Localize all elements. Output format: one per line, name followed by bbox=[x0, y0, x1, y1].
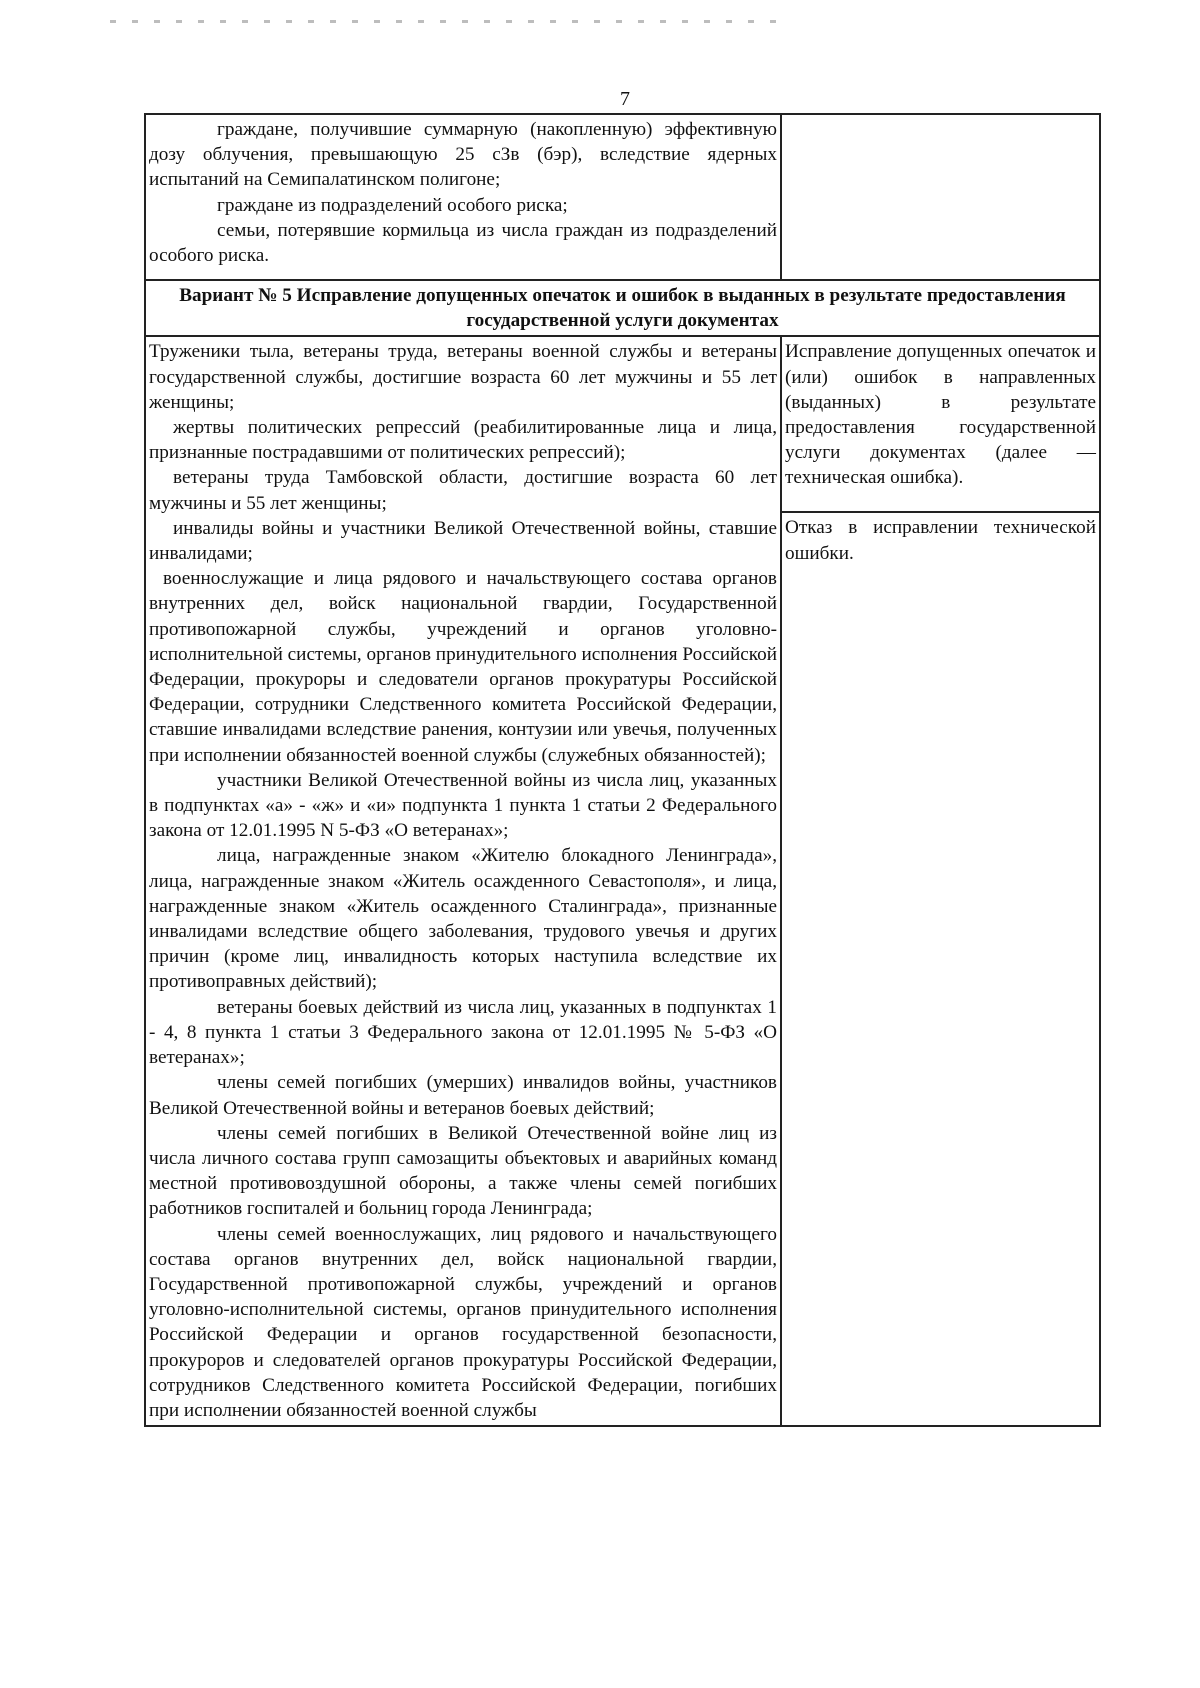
table-row bbox=[145, 280, 1100, 336]
document-table bbox=[144, 113, 1101, 1427]
applicant-paragraph: жертвы политических репрессий (реабилитированные лица и лица, признанные пострадавшими от политических репрессий); bbox=[149, 417, 777, 464]
result-text: Исправление допущенных опечаток и (или) ошибок в направленных (выданных) в результате предоставления государственной услуги документах (далее — техническая ошибка). bbox=[785, 341, 1096, 489]
applicant-paragraph: военнослужащие и лица рядового и начальствующего состава органов внутренних дел, войск национальной гвардии, Государственной противопожарной службы, учреждений и органов уголовно-исполнительной системы, органов принудительного исполнения Российской Федерации, прокуроры и следователи органов прокуратуры Российской Федерации, сотрудники Следственного комитета Российской Федерации, ставшие инвалидами вследствие ранения, контузии или увечья, полученных при исполнении обязанностей военной службы (служебных обязанностей); bbox=[149, 568, 777, 766]
variant-header: Вариант № 5 Исправление допущенных опечаток и ошибок в выданных в результате предоставления государственной услуги документах bbox=[145, 280, 1100, 336]
result-cell-top bbox=[781, 114, 1100, 280]
result-text: Отказ в исправлении технической ошибки. bbox=[785, 517, 1096, 564]
applicant-paragraph: лица, награжденные знаком «Жителю блокадного Ленинграда», лица, награжденные знаком «Житель осажденного Севастополя», и лица, награжденные знаком «Житель осажденного Сталинграда», признанные инвалидами вследствие общего заболевания, трудового увечья и других причин (кроме лиц, инвалидность которых наступила вследствие их противоправных действий); bbox=[149, 845, 777, 993]
applicant-paragraph: Труженики тыла, ветераны труда, ветераны военной службы и ветераны государственной службы, достигшие возраста 60 лет мужчины и 55 лет женщины; bbox=[149, 341, 777, 413]
applicant-paragraph: члены семей погибших (умерших) инвалидов войны, участников Великой Отечественной войны и ветеранов боевых действий; bbox=[149, 1072, 777, 1119]
applicants-cell bbox=[145, 336, 781, 1426]
applicant-paragraph: участники Великой Отечественной войны из числа лиц, указанных в подпунктах «а» - «ж» и «и» подпункта 1 пункта 1 статьи 2 Федерального закона от 12.01.1995 N 5-ФЗ «О ветеранах»; bbox=[149, 769, 777, 842]
applicant-paragraph: граждане, получившие суммарную (накопленную) эффективную дозу облучения, превышающую 25 сЗв (бэр), вследствие ядерных испытаний на Семипалатинском полигоне; bbox=[149, 119, 777, 191]
applicant-paragraph: инвалиды войны и участники Великой Отечественной войны, ставшие инвалидами; bbox=[149, 517, 777, 565]
applicant-paragraph: члены семей военнослужащих, лиц рядового и начальствующего состава органов внутренних дел, войск национальной гвардии, Государственной противопожарной службы, учреждений и органов уголовно-исполнительной системы, органов принудительного исполнения Российской Федерации и органов государственной безопасности, прокуроров и следователей органов прокуратуры Российской Федерации, сотрудников Следственного комитета Российской Федерации, погибших при исполнении обязанностей военной службы bbox=[149, 1223, 777, 1421]
applicant-paragraph: ветераны труда Тамбовской области, достигшие возраста 60 лет мужчины и 55 лет женщины; bbox=[149, 467, 777, 514]
table-row bbox=[145, 114, 1100, 280]
results-cell bbox=[781, 336, 1100, 1426]
applicants-cell-top bbox=[145, 114, 781, 280]
result-item bbox=[782, 513, 1099, 567]
applicant-paragraph: члены семей погибших в Великой Отечественной войне лиц из числа личного состава групп самозащиты объектовых и аварийных команд местной противовоздушной обороны, а также члены семей погибших работников госпиталей и больниц города Ленинграда; bbox=[149, 1122, 777, 1220]
applicant-paragraph: ветераны боевых действий из числа лиц, указанных в подпунктах 1 - 4, 8 пункта 1 статьи 3 Федерального закона от 12.01.1995 № 5-ФЗ «О ветеранах»; bbox=[149, 996, 777, 1069]
page-number: 7 bbox=[620, 88, 630, 110]
result-item bbox=[782, 337, 1099, 513]
applicant-paragraph: граждане из подразделений особого риска; bbox=[217, 194, 568, 216]
scan-artifact-line bbox=[110, 20, 790, 23]
table-row bbox=[145, 336, 1100, 1426]
applicant-paragraph: семьи, потерявшие кормильца из числа граждан из подразделений особого риска. bbox=[149, 219, 777, 267]
